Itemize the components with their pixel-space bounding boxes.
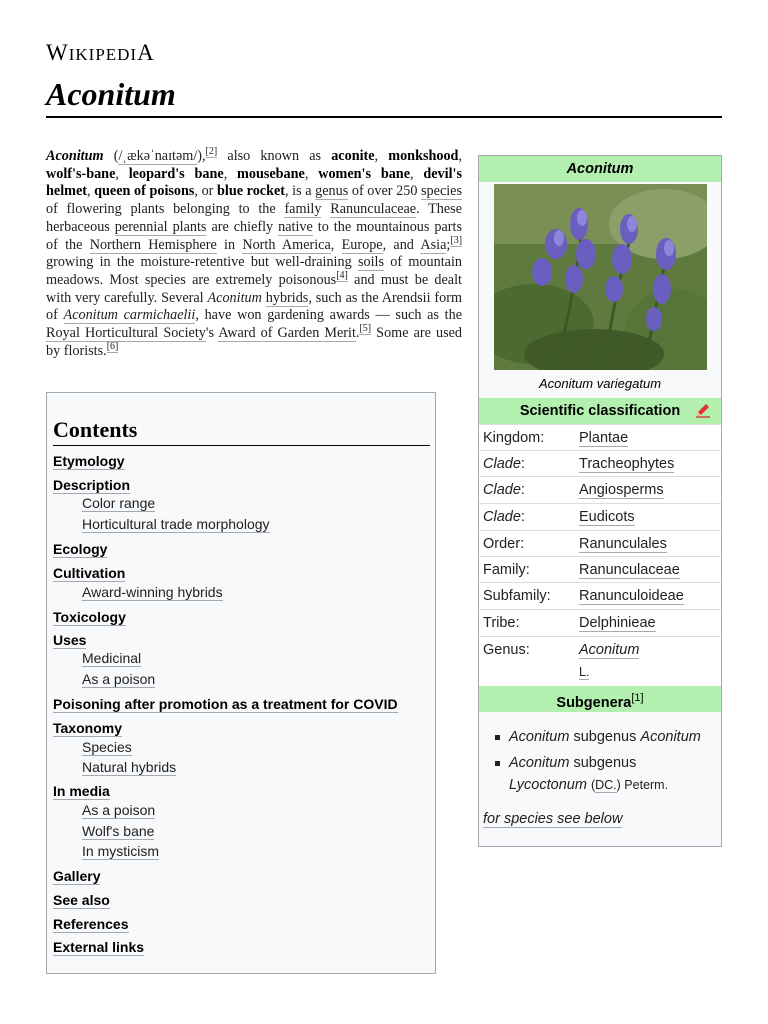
taxon-link-plantae[interactable]: Plantae	[579, 430, 629, 446]
species-see-below-link[interactable]: for species see below	[483, 811, 623, 827]
photo-caption: Aconitum variegatum	[538, 376, 662, 391]
aconitum-photo-illustration	[494, 184, 707, 370]
list-item: Aconitum subgenus Lycoctonum (DC.) Peterm.	[493, 752, 718, 796]
link-northern-hemisphere[interactable]: Northern Hemisphere	[89, 236, 217, 253]
toc-item-species[interactable]: Species	[82, 739, 132, 755]
toc-item-horticultural-trade-morphology[interactable]: Horticultural trade morphology	[82, 516, 270, 532]
toc-item-color-range[interactable]: Color range	[82, 495, 156, 511]
ref-4[interactable]: [4]	[336, 270, 348, 282]
taxon-row-order: Order: Ranunculales	[479, 530, 721, 557]
link-rhs[interactable]: Royal Horticultural Society	[46, 325, 206, 342]
list-item: Aconitum subgenus Aconitum	[493, 726, 718, 748]
taxon-row-subfamily: Subfamily: Ranunculoideae	[479, 582, 721, 609]
taxon-link-ranunculaceae[interactable]: Ranunculaceae	[579, 562, 680, 578]
taxon-link-angiosperms[interactable]: Angiosperms	[579, 482, 664, 498]
link-soils[interactable]: soils	[357, 254, 384, 271]
link-aconitum-carmichaelii[interactable]: Aconitum carmichaelii	[63, 307, 196, 324]
page-title: Aconitum	[46, 76, 176, 112]
toc-item-toxicology[interactable]: Toxicology	[53, 609, 126, 625]
toc-item-natural-hybrids[interactable]: Natural hybrids	[82, 759, 177, 775]
toc-item-etymology[interactable]: Etymology	[53, 453, 125, 469]
link-award-of-garden-merit[interactable]: Award of Garden Merit	[218, 325, 356, 342]
toc-title: Contents	[53, 417, 138, 442]
link-native[interactable]: native	[278, 218, 313, 235]
toc-item-description[interactable]: Description	[53, 477, 131, 493]
taxon-link-ranunculales[interactable]: Ranunculales	[579, 536, 667, 552]
toc-item-media-as-a-poison[interactable]: As a poison	[82, 802, 156, 818]
taxon-link-aconitum[interactable]: Aconitum	[579, 642, 640, 658]
title-divider	[46, 116, 722, 118]
lead-paragraph: Aconitum (/ˌækəˈnaɪtəm/),[2] also known as aconite, monkshood, wolf's-bane, leopard's bane, mousebane, women's bane, devil's helmet, queen of poisons, or blue rocket, is a genus of over 250 species of flowering plants belonging to the family Ranunculaceae. These herbaceous perennial plants are chiefly native to the mountainous parts of the Northern Hemisphere in North America, Europe, and Asia;[3] growing in the moisture-retentive but well-draining soils of mountain meadows. Most species are extremely poisonous[4] and must be dealt with very carefully. Several Aconitum hybrids, such as the Arendsii form of Aconitum carmichaelii, have won gardening awards — such as the Royal Horticultural Society's Award of Garden Merit.[5] Some are used by florists.[6]	[46, 146, 463, 359]
taxon-link-ranunculoideae[interactable]: Ranunculoideae	[579, 588, 684, 604]
link-north-america[interactable]: North America	[242, 236, 331, 253]
plant-photo[interactable]	[494, 184, 707, 370]
toc-item-references[interactable]: References	[53, 916, 129, 932]
taxon-row-clade-3: Clade: Eudicots	[479, 503, 721, 530]
ipa-link[interactable]: /ˌækəˈnaɪtəm/	[118, 148, 198, 164]
classification-header: Scientific classification	[479, 398, 721, 424]
toc-divider	[53, 445, 430, 446]
toc-item-gallery[interactable]: Gallery	[53, 868, 101, 884]
toc-item-in-media[interactable]: In media	[53, 783, 110, 799]
toc-item-award-winning-hybrids[interactable]: Award-winning hybrids	[82, 584, 223, 600]
link-hybrids[interactable]: hybrids	[265, 289, 309, 306]
link-family[interactable]: family	[284, 201, 322, 218]
toc-item-uses[interactable]: Uses	[53, 632, 87, 648]
toc-item-wolfs-bane[interactable]: Wolf's bane	[82, 823, 155, 839]
toc-item-as-a-poison[interactable]: As a poison	[82, 671, 156, 687]
toc-item-covid-poisoning[interactable]: Poisoning after promotion as a treatment for COVID	[53, 696, 398, 712]
link-europe[interactable]: Europe	[341, 236, 383, 253]
taxon-link-eudicots[interactable]: Eudicots	[579, 509, 635, 525]
taxon-link-delphinieae[interactable]: Delphinieae	[579, 615, 656, 631]
taxon-link-tracheophytes[interactable]: Tracheophytes	[579, 456, 675, 472]
infobox-title: Aconitum	[479, 156, 721, 182]
ref-5[interactable]: [5]	[359, 323, 372, 335]
subgenera-header: Subgenera[1]	[479, 686, 721, 712]
taxon-row-clade-1: Clade: Tracheophytes	[479, 450, 721, 477]
taxon-row-genus: Genus: Aconitum L.	[479, 636, 721, 685]
link-asia[interactable]: Asia	[420, 236, 447, 253]
taxon-row-family: Family: Ranunculaceae	[479, 556, 721, 583]
taxon-row-tribe: Tribe: Delphinieae	[479, 609, 721, 636]
toc-item-cultivation[interactable]: Cultivation	[53, 565, 126, 581]
ref-6[interactable]: [6]	[106, 341, 119, 352]
edit-pencil-icon[interactable]	[695, 402, 711, 418]
subgenera-list	[493, 726, 718, 800]
toc-item-see-also[interactable]: See also	[53, 892, 110, 908]
genus-author-link[interactable]: L.	[579, 665, 590, 679]
ref-2[interactable]: [2]	[205, 146, 218, 158]
toc-item-ecology[interactable]: Ecology	[53, 541, 108, 557]
table-of-contents	[46, 392, 436, 974]
toc-item-taxonomy[interactable]: Taxonomy	[53, 720, 122, 736]
subgenera-ref[interactable]: [1]	[631, 692, 644, 704]
link-genus[interactable]: genus	[315, 183, 349, 200]
taxobox	[478, 155, 722, 847]
ref-3[interactable]: [3]	[450, 234, 463, 246]
taxon-row-kingdom: Kingdom: Plantae	[479, 424, 721, 451]
toc-item-external-links[interactable]: External links	[53, 939, 145, 955]
link-perennial-plants[interactable]: perennial plants	[114, 218, 207, 235]
link-ranunculaceae[interactable]: Ranunculaceae	[330, 201, 417, 218]
toc-item-in-mysticism[interactable]: In mysticism	[82, 843, 159, 859]
link-species[interactable]: species	[421, 183, 463, 200]
toc-item-medicinal[interactable]: Medicinal	[82, 650, 142, 666]
taxon-row-clade-2: Clade: Angiosperms	[479, 476, 721, 503]
wikipedia-wordmark[interactable]: WIKIPEDIA	[46, 40, 155, 65]
author-dc-link[interactable]: DC.	[595, 778, 617, 792]
